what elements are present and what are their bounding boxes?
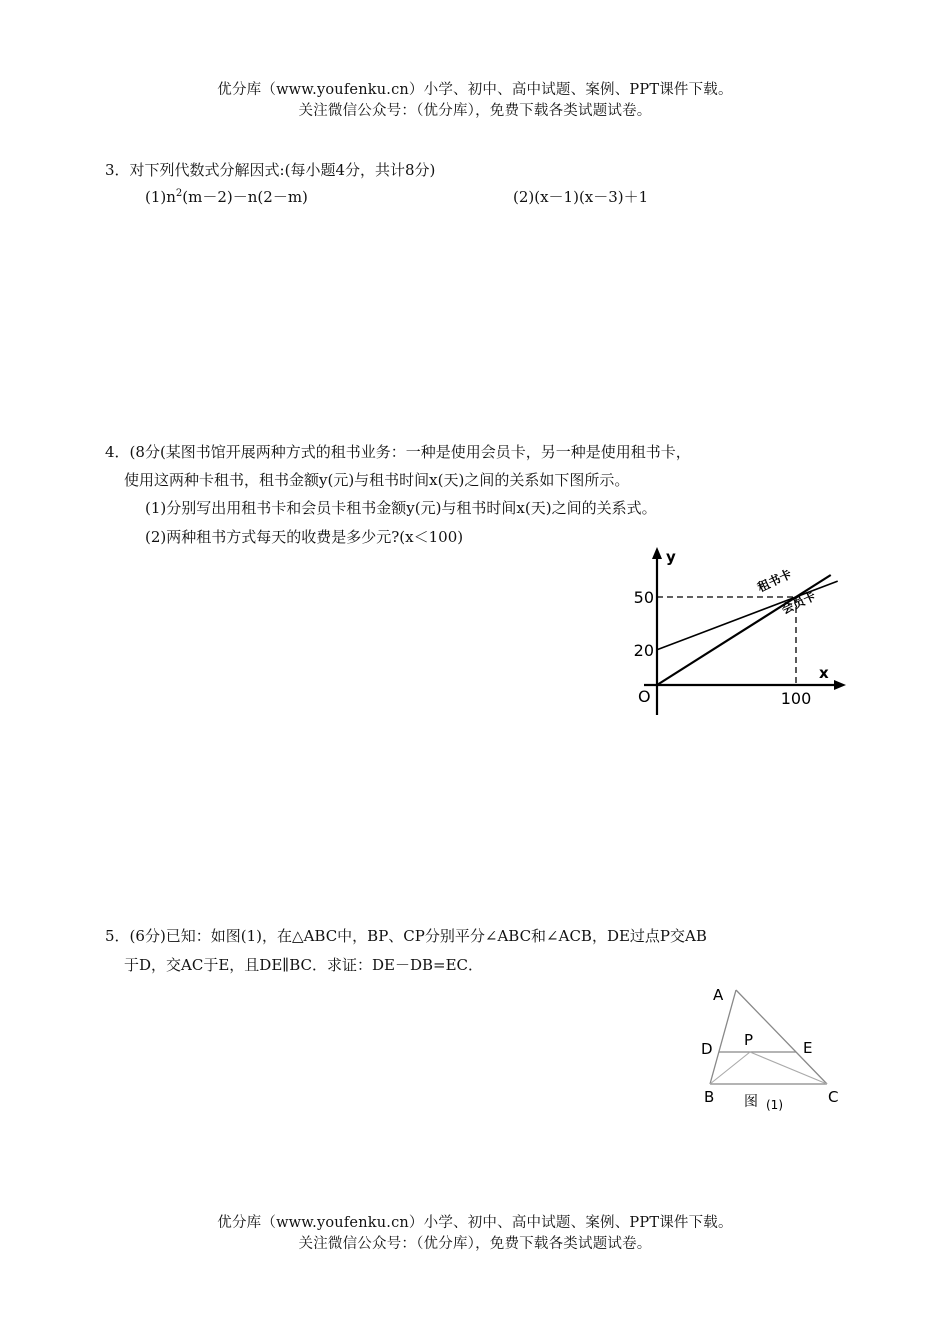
side-ab [710,990,736,1084]
chart-y-tick-50: 50 [633,588,654,607]
q3-part1-base: (1)n [145,188,176,206]
rental-chart [620,540,855,720]
figure-caption-number: (1) [766,1098,783,1112]
chart-y-label: y [666,548,676,566]
q4-sub-1: (1)分别写出用租书卡和会员卡租书金额y(元)与租书时间x(天)之间的关系式。 [145,499,657,517]
q3-part2: (2)(x－1)(x－3)＋1 [513,188,649,206]
chart-x-label: x [819,664,829,682]
header-line-1: 优分库（www.youfenku.cn）小学、初中、高中试题、案例、PPT课件下载。 [217,82,733,98]
chart-x-arrow [834,680,846,690]
figure-caption: 图 [744,1094,758,1110]
chart-legend-zushuka: 租书卡 [755,566,794,595]
q5-line-2: 于D，交AC于E，且DE∥BC．求证：DE－DB=EC． [124,956,483,974]
q3-title: 3．对下列代数式分解因式:(每小题4分，共计8分) [105,161,436,179]
segment-cp [750,1052,827,1084]
chart-origin-label: O [638,687,651,706]
q3-part1-rest: (m－2)－n(2－m) [182,188,308,206]
label-b: B [704,1088,715,1106]
label-e: E [803,1039,813,1057]
triangle-figure [690,978,860,1118]
label-a: A [713,986,724,1004]
label-c: C [828,1088,839,1106]
q3-part1-exponent: 2 [175,188,183,199]
footer-line-1: 优分库（www.youfenku.cn）小学、初中、高中试题、案例、PPT课件下载。 [217,1215,733,1231]
footer-line-2: 关注微信公众号：（优分库），免费下载各类试题试卷。 [298,1236,652,1252]
q4-line-1: 4．(8分(某图书馆开展两种方式的租书业务：一种是使用会员卡，另一种是使用租书卡， [105,443,691,461]
q3-part1 [145,186,308,207]
segment-bp [710,1052,750,1084]
chart-x-tick-100: 100 [780,689,812,708]
label-d: D [701,1040,713,1058]
label-p: P [744,1031,754,1049]
chart-legend-huiyuanka: 会员卡 [779,588,818,617]
chart-y-tick-20: 20 [633,640,654,660]
q4-sub-2: (2)两种租书方式每天的收费是多少元?(x＜100) [145,528,464,546]
q5-line-1: 5．(6分)已知：如图(1)，在△ABC中，BP、CP分别平分∠ABC和∠ACB，DE过点P交AB [105,927,707,945]
chart-y-arrow [652,547,662,559]
q4-line-2: 使用这两种卡租书，租书金额y(元)与租书时间x(天)之间的关系如下图所示。 [124,471,630,489]
header-line-2: 关注微信公众号：（优分库），免费下载各类试题试卷。 [298,103,652,119]
